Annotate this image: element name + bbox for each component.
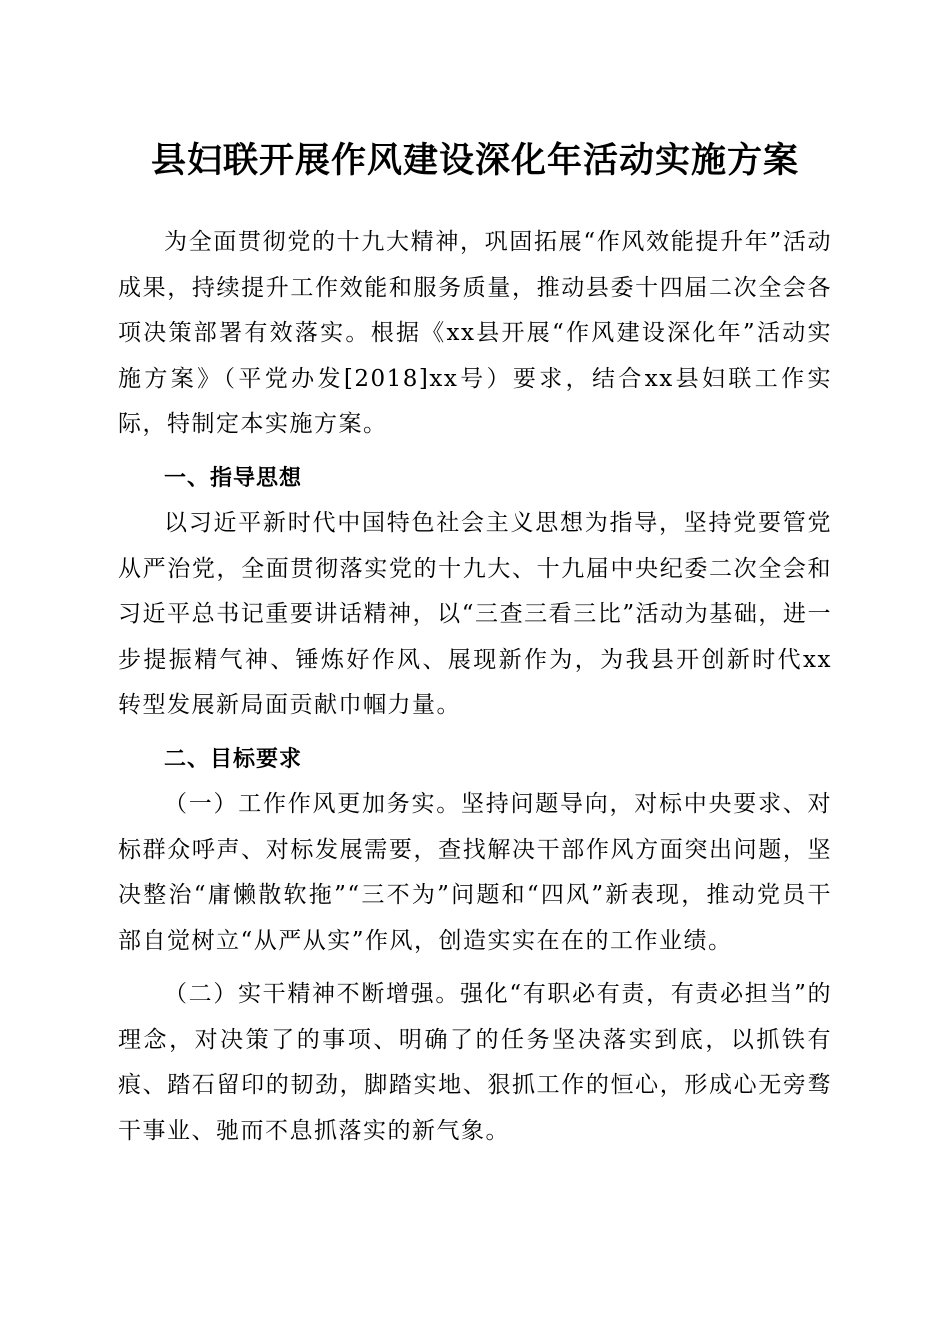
document-body — [118, 220, 832, 1154]
document-title: 县妇联开展作风建设深化年活动实施方案 — [150, 140, 799, 181]
objective-item-1-body: 坚持问题导向，对标中央要求、对标群众呼声、对标发展需要，查找解决干部作风方面突出问题，坚决整治“庸懒散软拖”“三不为”问题和“四风”新表现，推动党员干部自觉树立“从严从实”作风，创造实实在在的工作业绩。 — [118, 791, 832, 954]
section-heading-objectives: 二、目标要求 — [164, 746, 303, 772]
spacer — [118, 448, 832, 456]
spacer — [118, 729, 832, 737]
objective-item-2-label: （二）实干精神不断增强。 — [164, 981, 460, 1007]
intro-paragraph: 为全面贯彻党的十九大精神，巩固拓展“作风效能提升年”活动成果，持续提升工作效能和服务质量，推动县委十四届二次全会各项决策部署有效落实。根据《xx县开展“作风建设深化年”活动实施方案》（平党办发[2018]xx号）要求，结合xx县妇联工作实际，特制定本实施方案。 — [118, 229, 832, 437]
guiding-ideology-paragraph: 以习近平新时代中国特色社会主义思想为指导，坚持党要管党从严治党，全面贯彻落实党的十九大、十九届中央纪委二次全会和习近平总书记重要讲话精神，以“三查三看三比”活动为基础，进一步提振精气神、锤炼好作风、展现新作为，为我县开创新时代xx转型发展新局面贡献巾帼力量。 — [118, 510, 832, 718]
objective-item-2 — [118, 972, 832, 1154]
objective-item-1 — [118, 782, 832, 964]
objective-item-1-label: （一）工作作风更加务实。 — [164, 791, 461, 817]
objective-item-2-body: 强化“有职必有责，有责必担当”的理念，对决策了的事项、明确了的任务坚决落实到底，以抓铁有痕、踏石留印的韧劲，脚踏实地、狠抓工作的恒心，形成心无旁骛干事业、驰而不息抓落实的新气象。 — [118, 981, 832, 1144]
section-heading-guiding-ideology: 一、指导思想 — [164, 465, 303, 491]
spacer — [118, 964, 832, 972]
